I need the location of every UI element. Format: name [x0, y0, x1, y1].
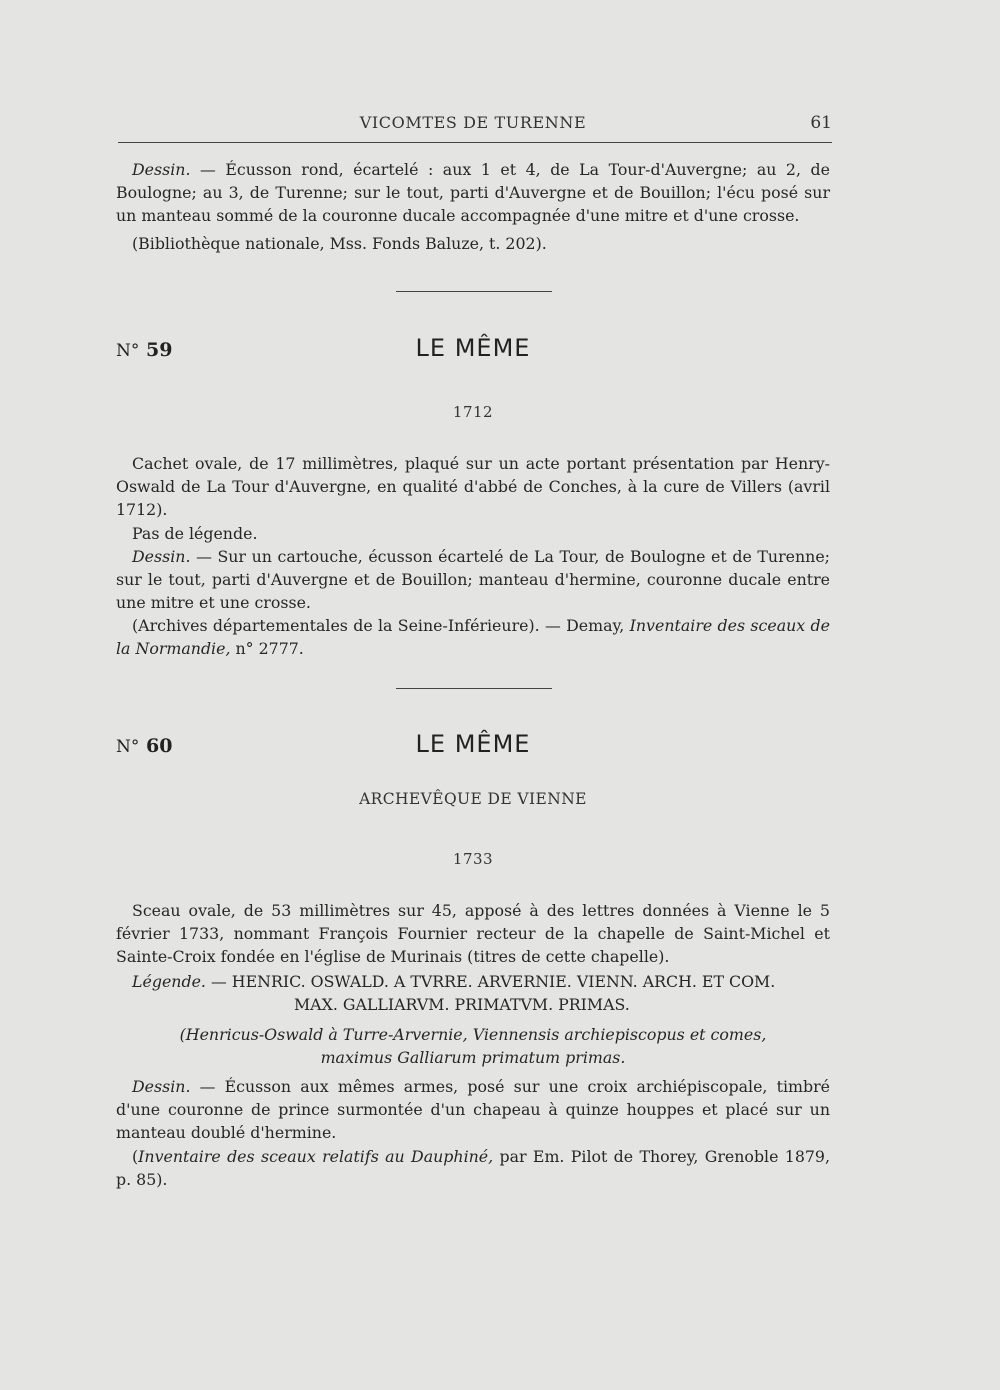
entry-subtitle-60: ARCHEVÊQUE DE VIENNE: [359, 790, 587, 808]
dessin-label: Dessin.: [132, 547, 191, 566]
entry60-description: Sceau ovale, de 53 millimètres sur 45, apposé à des lettres données à Vienne le 5 février 1733, nommant François Fournier recteur de la chapelle de Saint-Michel et Sainte-Croix fondée en l'église de Murinais (titres de cette chapelle).: [116, 901, 830, 966]
dessin-label: Dessin.: [132, 160, 191, 179]
entry60-dessin-paragraph: [116, 1075, 830, 1144]
dessin-text: — Écusson aux mêmes armes, posé sur une croix archiépiscopale, timbré d'une couronne de prince surmontée d'un chapeau à quinze houppes et placé sur un manteau doublé d'hermine.: [116, 1077, 830, 1142]
dessin-text: — Sur un cartouche, écusson écartelé de La Tour, de Boulogne et de Turenne; sur le tout, parti d'Auvergne et de Bouillon; manteau d'hermine, couronne ducale entre une mitre et une crosse.: [116, 547, 830, 612]
entry-number-value: 59: [146, 339, 173, 361]
running-title: VICOMTES DE TURENNE: [359, 113, 587, 132]
intro-dessin-paragraph: [116, 158, 830, 227]
entry59-dessin-paragraph: [116, 545, 830, 614]
entry60-source: [116, 1145, 830, 1191]
legend-line-2: MAX. GALLIARVM. PRIMATVM. PRIMAS.: [294, 995, 630, 1014]
section-separator: [396, 291, 552, 292]
dessin-label: Dessin.: [132, 1077, 191, 1096]
legend-line-1: — HENRIC. OSWALD. A TVRRE. ARVERNIE. VIENN. ARCH. ET COM.: [205, 972, 776, 991]
entry-number-prefix: N°: [116, 341, 140, 361]
entry-year-59: 1712: [452, 403, 494, 421]
intro-source: (Bibliothèque nationale, Mss. Fonds Baluze, t. 202).: [132, 234, 547, 253]
source-italic: Inventaire des sceaux de la Normandie,: [116, 616, 830, 658]
page-number: 61: [810, 113, 832, 133]
section-separator: [396, 688, 552, 689]
header-rule: [118, 142, 832, 143]
source-italic: Inventaire des sceaux relatifs au Dauphiné,: [138, 1147, 494, 1166]
source-open: (: [132, 1147, 139, 1166]
entry60-expansion-line-2: maximus Galliarum primatum primas.: [320, 1048, 626, 1067]
dessin-text: — Écusson rond, écartelé : aux 1 et 4, de La Tour-d'Auvergne; au 2, de Boulogne; au 3, de Turenne; sur le tout, parti d'Auvergne et de Bouillon; l'écu posé sur un manteau sommé de la couronne ducale accompagnée d'une mitre et d'une crosse.: [116, 160, 830, 225]
running-head: [0, 113, 1000, 135]
entry59-description: Cachet ovale, de 17 millimètres, plaqué sur un acte portant présentation par Henry-Oswald de La Tour d'Auvergne, en qualité d'abbé de Conches, à la cure de Villers (avril 1712).: [116, 454, 830, 519]
entry59-source: [116, 614, 830, 660]
entry60-expansion-line-1: (Henricus-Oswald à Turre-Arvernie, Viennensis archiepiscopus et comes,: [179, 1025, 767, 1044]
source-plain: (Archives départementales de la Seine-Inférieure). — Demay,: [132, 616, 630, 635]
entry60-legend: [116, 970, 830, 1016]
entry-title-59: LE MÊME: [415, 334, 531, 362]
source-end: par Em. Pilot de Thorey, Grenoble 1879, p. 85).: [116, 1147, 830, 1189]
entry-number-value: 60: [146, 735, 173, 757]
entry-title-60: LE MÊME: [415, 730, 531, 758]
legend-label: Légende.: [132, 972, 206, 991]
entry-number-prefix: N°: [116, 737, 140, 757]
source-end: n° 2777.: [230, 639, 304, 658]
entry-year-60: 1733: [452, 850, 494, 868]
entry59-legend: Pas de légende.: [132, 524, 258, 543]
